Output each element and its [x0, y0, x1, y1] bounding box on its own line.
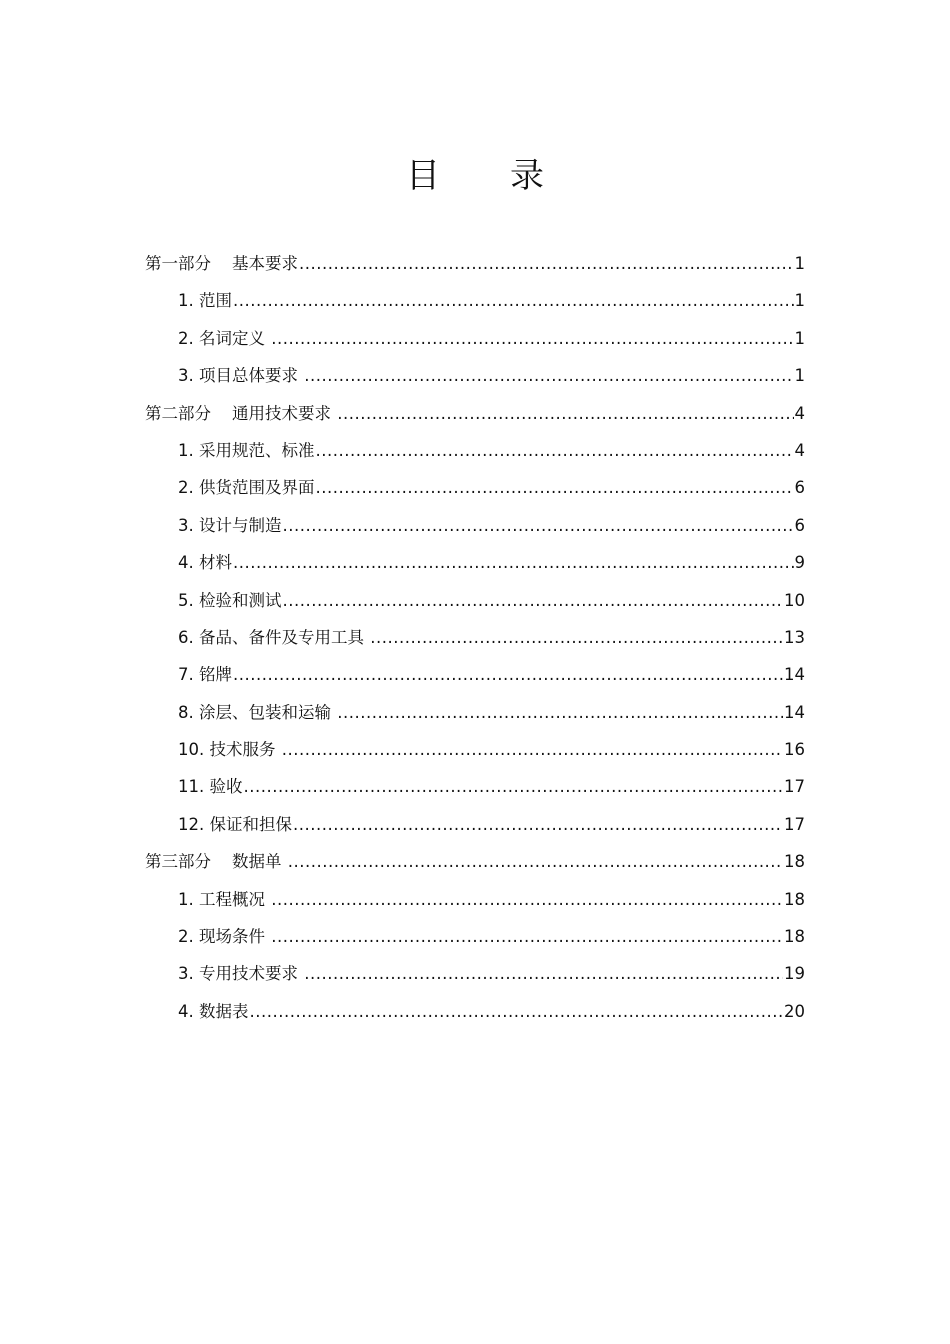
toc-entry-label: 铭牌 [199, 665, 232, 685]
toc-entry-page-number: 1 [794, 366, 805, 386]
toc-entry-page-number: 14 [784, 702, 805, 722]
toc-dot-leader [304, 955, 783, 992]
toc-entry-label: 涂层、包装和运输 [199, 702, 337, 722]
toc-dot-leader [271, 320, 793, 357]
toc-entry-number: 5. [178, 590, 199, 610]
toc-entry-number: 3. [178, 366, 199, 386]
toc-dot-leader [370, 619, 783, 656]
toc-entry-number: 2. [178, 927, 199, 947]
toc-entry-label: 范围 [199, 291, 232, 311]
toc-entry-page-number: 18 [784, 852, 805, 872]
toc-dot-leader [271, 881, 783, 918]
toc-section-entry[interactable] [145, 993, 805, 1030]
toc-entry-label: 验收 [209, 777, 243, 797]
toc-entry-label: 保证和担保 [209, 814, 292, 834]
toc-dot-leader [233, 656, 783, 693]
toc-entry-page-number: 4 [794, 440, 805, 460]
toc-entry-page-number: 17 [784, 777, 805, 797]
toc-entry-number: 12. [178, 814, 210, 834]
toc-dot-leader [316, 432, 794, 469]
toc-dot-leader [233, 282, 794, 319]
toc-section-entry[interactable] [145, 694, 805, 731]
toc-section-entry[interactable] [145, 806, 805, 843]
toc-entry-number: 4. [178, 553, 199, 573]
toc-entry-number: 2. [178, 478, 199, 498]
toc-entry-page-number: 19 [784, 964, 805, 984]
toc-section-entry[interactable] [145, 320, 805, 357]
toc-entry-number: 1. [178, 889, 199, 909]
toc-entry-number: 10. [178, 740, 210, 760]
toc-entry-number: 7. [178, 665, 199, 685]
toc-section-entry[interactable] [145, 955, 805, 992]
toc-entry-label: 现场条件 [199, 927, 271, 947]
toc-entry-number: 3. [178, 515, 199, 535]
toc-section-entry[interactable] [145, 507, 805, 544]
toc-entry-page-number: 1 [794, 254, 805, 273]
toc-part-entry[interactable] [145, 245, 805, 282]
toc-section-entry[interactable] [145, 582, 805, 619]
toc-entry-number: 1. [178, 440, 199, 460]
toc-entry-label: 备品、备件及专用工具 [199, 627, 370, 647]
toc-entry-label: 材料 [199, 553, 232, 573]
toc-part-entry[interactable] [145, 395, 805, 432]
toc-entry-number: 2. [178, 328, 199, 348]
toc-section-entry[interactable] [145, 881, 805, 918]
toc-entry-number: 4. [178, 1001, 199, 1021]
toc-entry-page-number: 14 [784, 665, 805, 685]
toc-section-entry[interactable] [145, 619, 805, 656]
toc-entry-page-number: 18 [784, 889, 805, 909]
toc-entry-page-number: 1 [794, 328, 805, 348]
toc-dot-leader [337, 694, 783, 731]
toc-entry-page-number: 1 [794, 291, 805, 311]
toc-entry-page-number: 17 [784, 814, 805, 834]
toc-entry-page-number: 4 [794, 403, 805, 423]
toc-entry-label: 工程概况 [199, 889, 271, 909]
toc-section-entry[interactable] [145, 918, 805, 955]
toc-dot-leader [299, 245, 794, 282]
toc-entry-label: 采用规范、标准 [199, 440, 315, 460]
toc-dot-leader [282, 731, 783, 768]
table-of-contents [145, 245, 805, 1030]
toc-dot-leader [250, 993, 784, 1030]
toc-section-entry[interactable] [145, 357, 805, 394]
toc-entry-page-number: 6 [794, 478, 805, 498]
title-char-2: 录 [510, 156, 544, 196]
toc-dot-leader [244, 768, 784, 805]
toc-dot-leader [271, 918, 783, 955]
toc-dot-leader [283, 507, 794, 544]
toc-dot-leader [233, 544, 794, 581]
toc-entry-page-number: 10 [784, 590, 805, 610]
toc-dot-leader [304, 357, 793, 394]
title-char-1: 目 [406, 156, 440, 196]
toc-entry-number: 8. [178, 702, 199, 722]
toc-dot-leader [283, 582, 784, 619]
toc-entry-label: 设计与制造 [199, 515, 282, 535]
toc-dot-leader [293, 806, 783, 843]
toc-entry-label: 专用技术要求 [199, 964, 304, 984]
toc-entry-page-number: 9 [794, 553, 805, 573]
toc-entry-page-number: 16 [784, 740, 805, 760]
toc-section-entry[interactable] [145, 432, 805, 469]
toc-dot-leader [337, 395, 793, 432]
toc-entry-label: 供货范围及界面 [199, 478, 315, 498]
toc-entry-page-number: 13 [784, 627, 805, 647]
toc-section-entry[interactable] [145, 544, 805, 581]
toc-entry-label: 第一部分 基本要求 [145, 254, 298, 273]
toc-entry-label: 数据表 [199, 1001, 249, 1021]
toc-entry-label: 第二部分 通用技术要求 [145, 403, 337, 423]
toc-entry-label: 项目总体要求 [199, 366, 304, 386]
toc-section-entry[interactable] [145, 768, 805, 805]
toc-section-entry[interactable] [145, 656, 805, 693]
toc-entry-number: 1. [178, 291, 199, 311]
toc-section-entry[interactable] [145, 469, 805, 506]
toc-section-entry[interactable] [145, 731, 805, 768]
toc-dot-leader [288, 843, 783, 880]
toc-entry-number: 6. [178, 627, 199, 647]
toc-entry-label: 名词定义 [199, 328, 271, 348]
toc-dot-leader [316, 469, 794, 506]
toc-entry-page-number: 20 [784, 1001, 805, 1021]
toc-entry-page-number: 18 [784, 927, 805, 947]
page-title [0, 152, 950, 200]
toc-section-entry[interactable] [145, 282, 805, 319]
toc-entry-label: 技术服务 [209, 740, 281, 760]
toc-entry-number: 3. [178, 964, 199, 984]
toc-entry-label: 检验和测试 [199, 590, 282, 610]
toc-entry-page-number: 6 [794, 515, 805, 535]
toc-entry-label: 第三部分 数据单 [145, 852, 287, 872]
toc-entry-number: 11. [178, 777, 210, 797]
toc-part-entry[interactable] [145, 843, 805, 880]
